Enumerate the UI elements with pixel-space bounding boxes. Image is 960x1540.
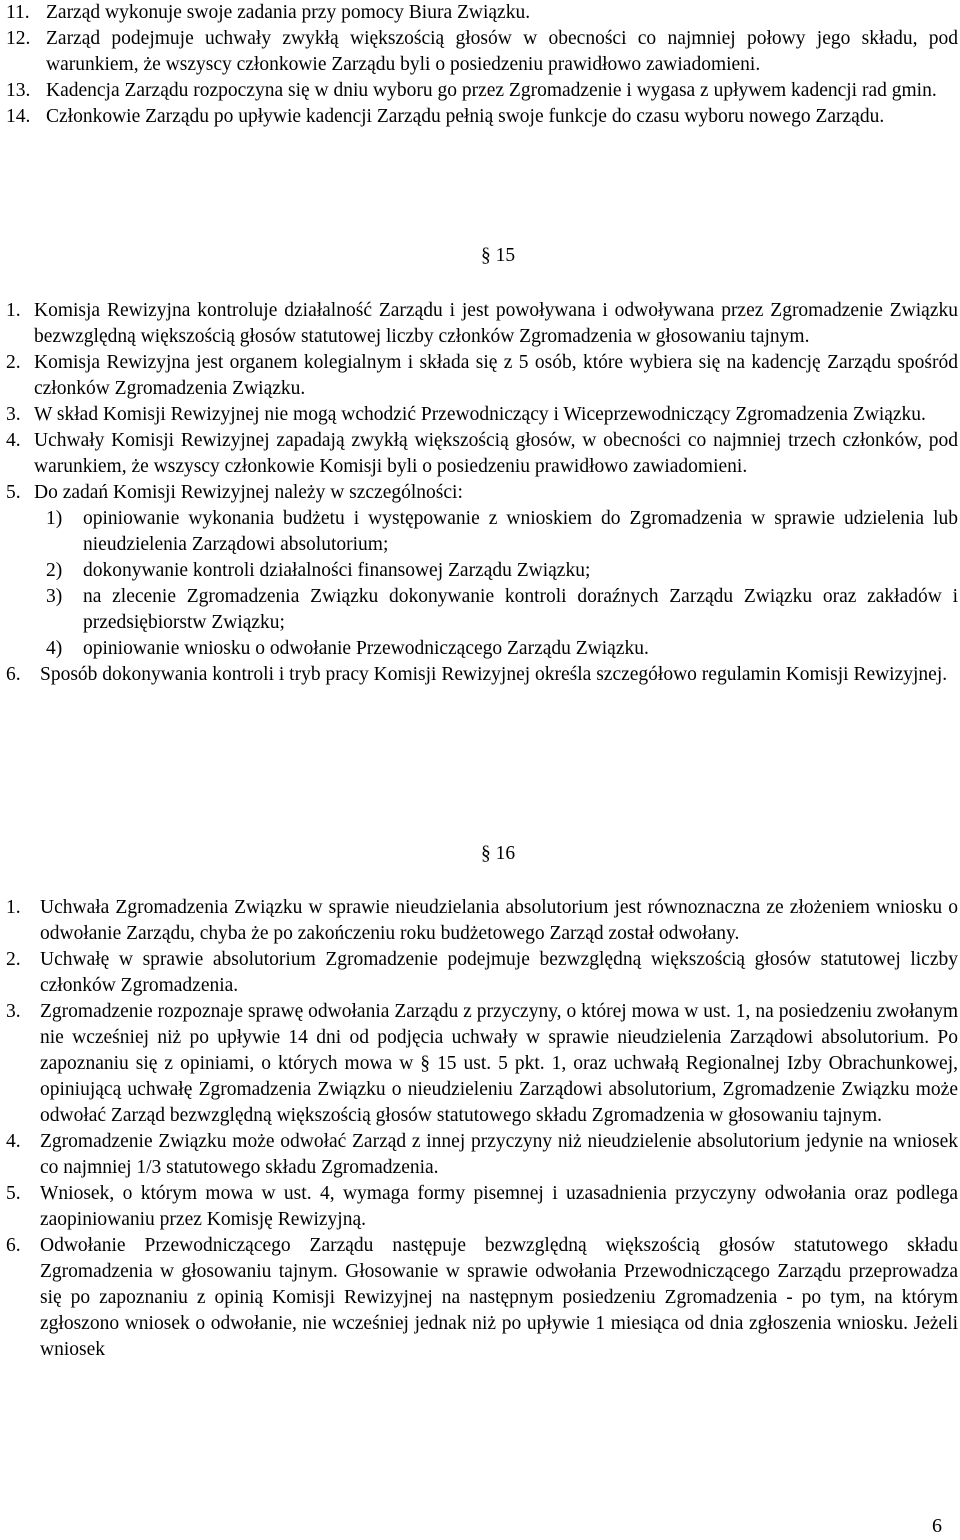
list-item xyxy=(6,428,958,480)
list-item xyxy=(6,1233,958,1363)
list-item xyxy=(6,480,958,506)
item-text: Uchwałę w sprawie absolutorium Zgromadzenie podejmuje bezwzględną większością głosów statutowej liczby członków Zgromadzenia. xyxy=(40,949,958,996)
item-text: Zarząd wykonuje swoje zadania przy pomocy Biura Związku. xyxy=(46,2,531,23)
item-number: 4. xyxy=(6,430,21,451)
item-number: 2. xyxy=(6,352,21,373)
item-number: 3. xyxy=(6,404,21,425)
section-prev xyxy=(6,0,958,130)
item-number: 14. xyxy=(6,106,31,127)
item-number: 5. xyxy=(6,482,21,503)
section-heading-16: § 16 xyxy=(480,843,516,864)
list-item xyxy=(6,662,958,688)
list-item xyxy=(6,895,958,947)
list-item xyxy=(6,0,958,26)
item-text: Kadencja Zarządu rozpoczyna się w dniu wyboru go przez Zgromadzenie i wygasa z upływem kadencji rad gmin. xyxy=(46,80,937,101)
list-item xyxy=(6,26,958,78)
sub-list-item xyxy=(46,636,958,662)
item-text: Odwołanie Przewodniczącego Zarządu następuje bezwzględną większością głosów statutowego składu Zgromadzenia w głosowaniu tajnym. Głosowanie w sprawie odwołania Przewodniczącego Zarządu przeprowadza się po zapoznaniu z opinią Komisji Rewizyjnej na następnym posiedzeniu Zgromadzenia - po tym, na którym zgłoszono wniosek o odwołanie, nie wcześniej jednak niż po upływie 1 miesiąca od dnia zgłoszenia wniosku. Jeżeli wniosek xyxy=(40,1235,958,1360)
item-number: 1. xyxy=(6,300,21,321)
list-item xyxy=(6,947,958,999)
item-text: Komisja Rewizyjna jest organem kolegialnym i składa się z 5 osób, które wybiera się na kadencję Zarządu spośród członków Zgromadzenia Związku. xyxy=(34,352,958,399)
sub-item-text: opiniowanie wykonania budżetu i występowanie z wnioskiem do Zgromadzenia w sprawie udzielenia lub nieudzielenia Zarządowi absolutorium; xyxy=(83,508,958,555)
sub-item-number: 4) xyxy=(46,638,63,659)
sub-item-text: opiniowanie wniosku o odwołanie Przewodniczącego Zarządu Związku. xyxy=(83,638,649,659)
item-text: Zarząd podejmuje uchwały zwykłą większością głosów w obecności co najmniej połowy jego składu, pod warunkiem, że wszyscy członkowie Zarządu byli o posiedzeniu prawidłowo zawiadomieni. xyxy=(46,28,958,75)
item-number: 6. xyxy=(6,664,21,685)
item-text: Sposób dokonywania kontroli i tryb pracy Komisji Rewizyjnej określa szczegółowo regulamin Komisji Rewizyjnej. xyxy=(40,664,948,685)
item-text: Do zadań Komisji Rewizyjnej należy w szczególności: xyxy=(34,482,463,503)
sub-list-item xyxy=(46,584,958,636)
sub-list-item xyxy=(46,506,958,558)
list-item xyxy=(6,1129,958,1181)
sub-item-text: dokonywanie kontroli działalności finansowej Zarządu Związku; xyxy=(83,560,591,581)
sub-item-number: 3) xyxy=(46,586,63,607)
item-text: Zgromadzenie rozpoznaje sprawę odwołania Zarządu z przyczyny, o której mowa w ust. 1, na posiedzeniu zwołanym nie wcześniej niż po upływie 14 dni od podjęcia uchwały w sprawie nieudzielenia Zarządowi absolutorium. Po zapoznaniu się z opiniami, o których mowa w § 15 ust. 5 pkt. 1, oraz uchwałą Regionalnej Izby Obrachunkowej, opiniującą uchwałę Zgromadzenia Związku o nieudzieleniu Zarządowi absolutorium, Zgromadzenie Związku może odwołać Zarząd bezwzględną większością głosów statutowego składu Zgromadzenia w głosowaniu tajnym. xyxy=(40,1001,958,1126)
item-number: 11. xyxy=(6,2,30,23)
item-text: Wniosek, o którym mowa w ust. 4, wymaga formy pisemnej i uzasadnienia przyczyny odwołania oraz podlega zaopiniowaniu przez Komisję Rewizyjną. xyxy=(40,1183,958,1230)
section-heading-15: § 15 xyxy=(480,245,516,266)
item-number: 5. xyxy=(6,1183,21,1204)
section-16 xyxy=(6,895,958,1363)
sub-list-item xyxy=(46,558,958,584)
list-item xyxy=(6,104,958,130)
item-text: Uchwała Zgromadzenia Związku w sprawie nieudzielania absolutorium jest równoznaczna ze złożeniem wniosku o odwołanie Zarządu, chyba że po zakończeniu roku budżetowego Zarząd został odwołany. xyxy=(40,897,958,944)
item-text: W skład Komisji Rewizyjnej nie mogą wchodzić Przewodniczący i Wiceprzewodniczący Zgromadzenia Związku. xyxy=(34,404,926,425)
list-item xyxy=(6,298,958,350)
list-item xyxy=(6,1181,958,1233)
section-15 xyxy=(6,298,958,688)
list-item xyxy=(6,78,958,104)
item-number: 6. xyxy=(6,1235,21,1256)
page-number: 6 xyxy=(932,1515,942,1537)
item-number: 1. xyxy=(6,897,21,918)
list-item xyxy=(6,999,958,1129)
item-number: 13. xyxy=(6,80,31,101)
item-text: Komisja Rewizyjna kontroluje działalność Zarządu i jest powoływana i odwoływana przez Zgromadzenie Związku bezwzględną większością głosów statutowej liczby członków Zgromadzenia w głosowaniu tajnym. xyxy=(34,300,958,347)
item-text: Członkowie Zarządu po upływie kadencji Zarządu pełnią swoje funkcje do czasu wyboru nowego Zarządu. xyxy=(46,106,885,127)
list-item xyxy=(6,402,958,428)
item-number: 4. xyxy=(6,1131,21,1152)
item-number: 2. xyxy=(6,949,21,970)
item-number: 12. xyxy=(6,28,31,49)
sub-item-text: na zlecenie Zgromadzenia Związku dokonywanie kontroli doraźnych Zarządu Związku oraz zakładów i przedsiębiorstw Związku; xyxy=(83,586,958,633)
sub-item-number: 2) xyxy=(46,560,63,581)
item-number: 3. xyxy=(6,1001,21,1022)
sub-item-number: 1) xyxy=(46,508,63,529)
item-text: Zgromadzenie Związku może odwołać Zarząd z innej przyczyny niż nieudzielenie absolutorium jedynie na wniosek co najmniej 1/3 statutowego składu Zgromadzenia. xyxy=(40,1131,958,1178)
item-text: Uchwały Komisji Rewizyjnej zapadają zwykłą większością głosów, w obecności co najmniej trzech członków, pod warunkiem, że wszyscy członkowie Komisji byli o posiedzeniu prawidłowo zawiadomieni. xyxy=(34,430,958,477)
list-item xyxy=(6,350,958,402)
